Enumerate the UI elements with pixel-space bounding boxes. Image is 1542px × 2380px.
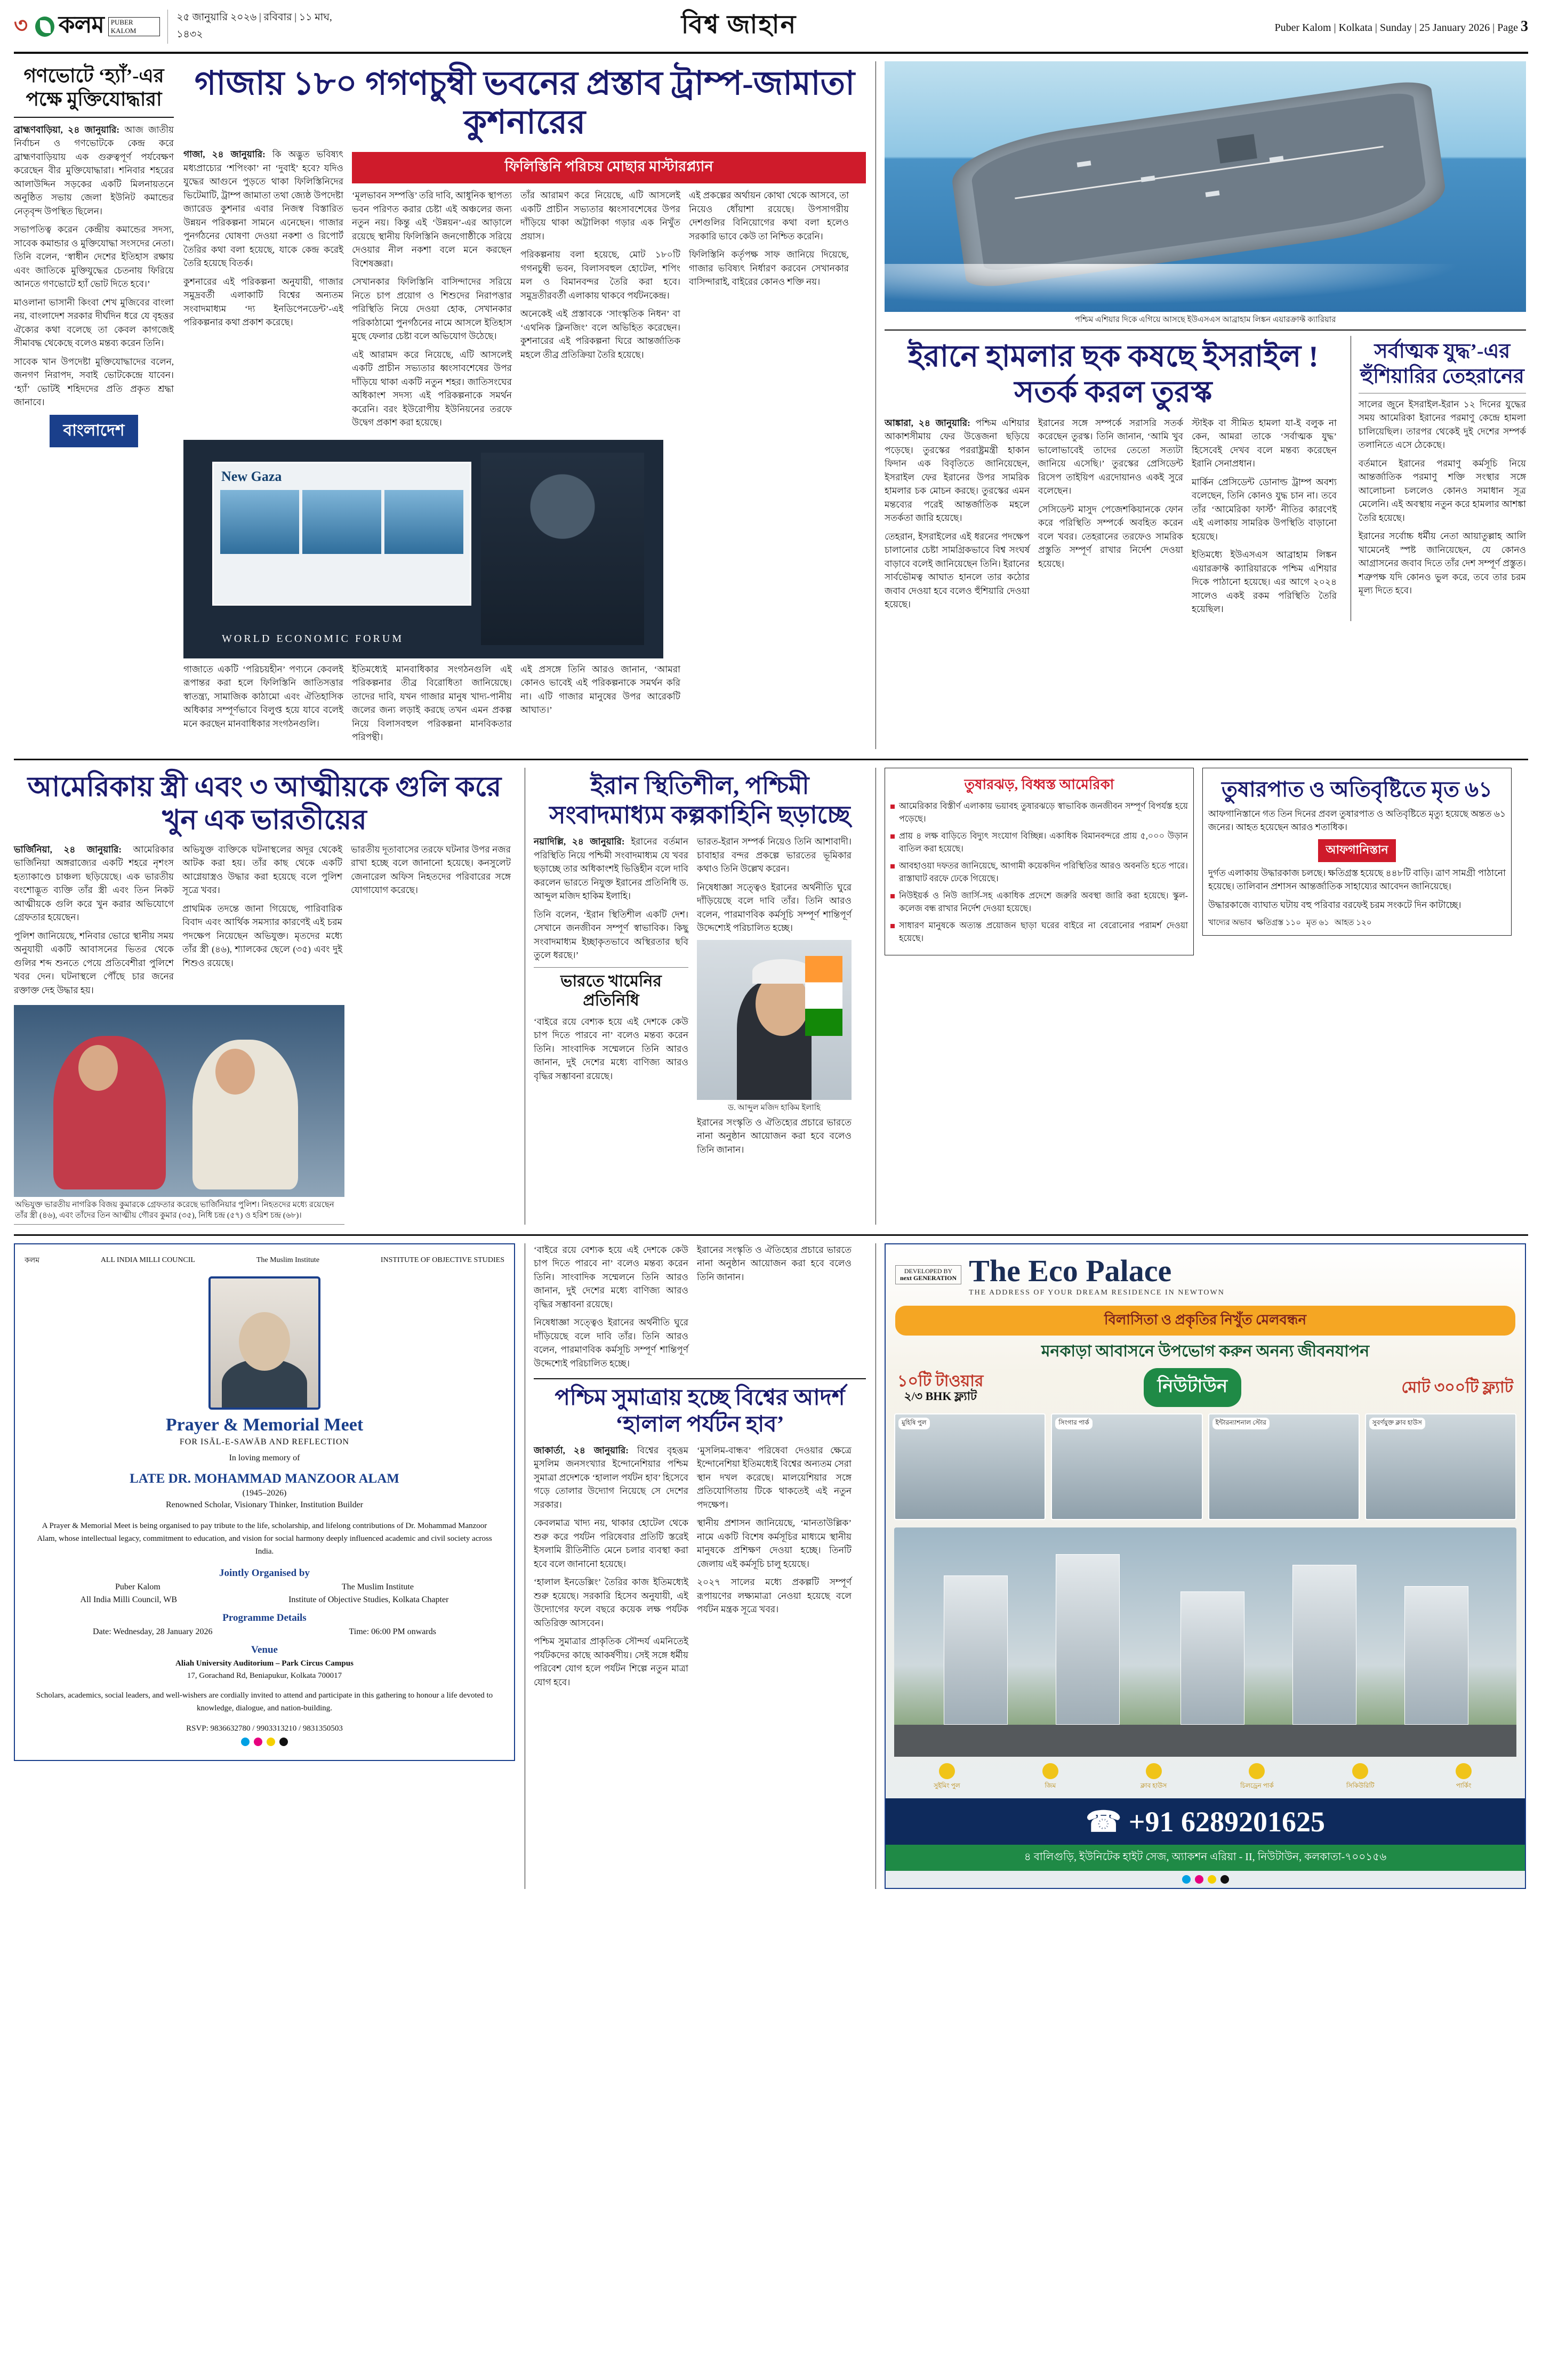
amenity-item: পার্কিং (1412, 1763, 1515, 1792)
thumbnail: মুহিষি পুল (894, 1413, 1046, 1520)
story-paragraph: অভিযুক্ত ব্যক্তিকে ঘটনাস্থলের অদূর থেকেই আটক করা হয়। তাঁর কাছ থেকে একটি আগ্নেয়াস্ত্রও উদ্ধার করা হয়েছে বলে পুলিশ সূত্রে খবর। (182, 844, 342, 896)
developer-name: next GENERATION (900, 1274, 957, 1282)
woman-figure (53, 1036, 166, 1189)
developed-by-label: DEVELOPED BY (904, 1267, 953, 1275)
story-headline-referendum: গণভোটে ‘হ্যাঁ’-এর পক্ষে মুক্তিযোদ্ধারা (23, 65, 164, 110)
paragraph-text: আজ জাতীয় নির্বাচন ও গণভোটকে কেন্দ্র করে ব্রাহ্মণবাড়িয়ায় এক গুরুত্বপূর্ণ পর্যবেক্ষণ করেছেন বীর মুক্তিযোদ্ধারা। শনিবার শহরের আলাউদ্দিন সড়কের একটি মিলনায়তনে অনুষ্ঠিত সভায় জেলা ইউনিট কমান্ডের নেতৃবৃন্দ উপস্থিত ছিলেন। (14, 124, 174, 216)
paragraph-text: বিশ্বের বৃহত্তম মুসলিম জনসংখ্যার ইন্দোনেশিয়ার পশ্চিম সুমাত্রা প্রদেশকে ‘হালাল পর্যটন হাব’ হিসেবে গড়ে তোলার উদ্যোগ নিয়েছে সে দেশের সরকার। (534, 1445, 689, 1510)
tag-afghanistan: আফগানিস্তান (1318, 839, 1395, 862)
lead-paragraph: সেখানকার ফিলিস্তিনি বাসিন্দাদের সরিয়ে নিতে চাপ প্রয়োগ ও শিশুদের নিরাপত্তার পরিস্থিতি নিয়ে দেওয়া হোক, সেখানকার পরিকাঠামো পুনর্গঠনের নামে আসলে ইতিহাস মুছে ফেলার চেষ্টা বলে অভিযোগ উঠেছে। (352, 277, 512, 342)
ad-subheadline: মনকাড়া আবাসনে উপভোগ করুন অনন্য জীবনযাপন (1041, 1342, 1370, 1360)
organiser: Institute of Objective Studies, Kolkata Chapter (288, 1595, 449, 1604)
masthead (14, 0, 1528, 54)
parking-icon (1456, 1763, 1472, 1779)
masthead-edition-line: Puber Kalom | Kolkata | Sunday | 25 January 2026 | Page (1274, 21, 1518, 34)
logo-muslim-institute: The Muslim Institute (256, 1256, 320, 1264)
story-paragraph: স্থানীয় প্রশাসন জানিয়েছে, ‘মানতাউল্লিক’ নামে একটি বিশেষ কর্মসূচির মাধ্যমে স্থানীয় মানুষকে প্রশিক্ষণ দেওয়া হচ্ছে। তিনটি জেলায় এই কর্মসূচি চালু হয়েছে। (697, 1518, 852, 1569)
section-divider (14, 759, 1528, 760)
tag-bangladesh: বাংলাদেশ (50, 415, 139, 447)
bullet-item: সাধারণ মানুষকে অত্যন্ত প্রয়োজন ছাড়া ঘরের বাইরে না বেরোনোর পরামর্শ দেওয়া হয়েছে। (890, 920, 1188, 945)
story-paragraph: নিষেধাজ্ঞা সত্ত্বেও ইরানের অর্থনীতি ঘুরে দাঁড়িয়েছে বলে দাবি তাঁর। তিনি আরও বলেন, পারমাণবিক কর্মসূচি সম্পূর্ণ শান্তিপূর্ণ উদ্দেশ্যেই পরিচালিত হচ্ছে। (534, 1317, 688, 1369)
park-icon (1249, 1763, 1265, 1779)
ship-wake (885, 264, 1526, 312)
box-afghanistan (1202, 768, 1512, 936)
dateline: আঙ্কারা, ২৪ জানুয়ারি: (885, 417, 970, 428)
masthead-right (1123, 18, 1528, 35)
story-paragraph: সালের জুনে ইসরাইল-ইরান ১২ দিনের যুদ্ধের সময় আমেরিকা ইরানের পরমাণু কেন্দ্রে হামলা চালিয়েছিল। তারপর থেকেই দুই দেশের সম্পর্ক তলানিতে এসে ঠেকেছে। (1358, 399, 1526, 451)
story-iran-stable (525, 768, 866, 1225)
lead-intro (183, 148, 343, 270)
badge-towers: ১০টি টাওয়ার ২/৩ BHK ফ্ল্যাট (897, 1372, 984, 1403)
logo-subtext: PUBER KALOM (108, 17, 160, 36)
thumbnail: সিংগার পার্ক (1051, 1413, 1202, 1520)
paragraph-text: আমেরিকার ভার্জিনিয়া অঙ্গরাজ্যের একটি শহরে নৃশংস হত্যাকাণ্ডে চাঞ্চল্য ছড়িয়েছে। এক ভারতীয় বংশোদ্ভূত ব্যক্তি তাঁর স্ত্রী এবং তিন নিকট আত্মীয়কে গুলি করে খুন করার অভিযোগে গ্রেফতার হয়েছেন। (14, 844, 174, 923)
descriptor: Renowned Scholar, Visionary Thinker, Institution Builder (165, 1500, 363, 1509)
ad-address: ৪ বালিগুড়ি, ইউনিটেক হাইট সেজ, অ্যাকশন এরিয়া - II, নিউটাউন, কলকাতা-৭০০১৫৬ (886, 1845, 1525, 1871)
ad-memorial-meet (14, 1243, 515, 1889)
organisers-label: Jointly Organised by (219, 1567, 310, 1579)
organiser-row (25, 1595, 504, 1605)
lead-subhead-banner: ফিলিস্তিনি পরিচয় মোছার মাস্টারপ্ল্যান (352, 152, 866, 183)
programme-label: Programme Details (222, 1612, 307, 1623)
lead-paragraph: পরিকল্পনায় বলা হয়েছে, মোট ১৮০টি গগনচুম্বী ভবন, বিলাসবহুল হোটেল, শপিং মল ও বিমানবন্দর তৈরি করা হবে। সমুদ্রতীরবর্তী এলাকায় থাকবে পর্যটনকেন্দ্র। (520, 250, 680, 301)
story-paragraph: ‘হালাল ইনডেক্সিং’ তৈরির কাজ ইতিমধ্যেই শুরু হয়েছে। সরকারি হিসেব অনুযায়ী, এই উদ্যোগের ফলে বছরে কয়েক লক্ষ পর্যটক অতিরিক্ত আসবেন। (534, 1577, 688, 1628)
story-paragraph: তিনি বলেন, ‘ইরান স্থিতিশীল একটি দেশ। সেখানে জনজীবন সম্পূর্ণ স্বাভাবিক। কিছু সংবাদমাধ্যম ইচ্ছাকৃতভাবে অস্থিরতার ছবি তুলে ধরছে।’ (534, 909, 688, 961)
lead-paragraph: কুশনারের এই পরিকল্পনা অনুযায়ী, গাজার সমুদ্রবর্তী এলাকাটি বিশ্বের অন্যতম সংবাদমাধ্যম ‘দ্য ইনডিপেনডেন্ট’-এই পরিকল্পনার কথা প্রকাশ করেছে। (183, 276, 343, 328)
story-paragraph (14, 843, 174, 924)
tower-render (1292, 1565, 1356, 1725)
logo-ios: INSTITUTE OF OBJECTIVE STUDIES (380, 1256, 504, 1264)
dateline: ভার্জিনিয়া, ২৪ জানুয়ারি: (14, 844, 122, 855)
dateline: ব্রাহ্মণবাড়িয়া, ২৪ জানুয়ারি: (14, 124, 120, 135)
story-paragraph: সেসিডেন্ট মাসুদ পেজেশকিয়ানকে ফোন করে পরিস্থিতি সম্পর্কে অবহিত করেন বলে খবর। তেহরানের তরফেও সামরিক প্রস্তুতি সম্পূর্ণ রাখার নির্দেশ দেওয়া হয়েছে। (1038, 504, 1183, 569)
amenity-item: সুইমিং পুল (895, 1763, 999, 1792)
deceased-name: LATE DR. MOHAMMAD MANZOOR ALAM (130, 1471, 399, 1486)
middle-band (14, 768, 1528, 1225)
organiser: The Muslim Institute (341, 1582, 414, 1591)
box-title: তুষারঝড়, বিধ্বস্ত আমেরিকা (964, 776, 1114, 792)
ad-title: Prayer & Memorial Meet (165, 1414, 364, 1435)
column-news-boxes (876, 768, 1526, 1225)
story-paragraph: ইরানের সঙ্গে সম্পর্কে সরাসরি সতর্ক করেছেন তুরস্ক। তিনি জানান, ‘আমি খুব ভালোভাবেই তাদের তেতো সত্যটা জানিয়ে এসেছি।’ তুরস্কের প্রেসিডেন্ট রিসেপ তাইয়িপ এরদোয়ানও একই সুরে বলেছেন। (1038, 417, 1183, 496)
organiser: Puber Kalom (115, 1582, 160, 1591)
photo-caption: অভিযুক্ত ভারতীয় নাগরিক বিজয় কুমারকে গ্রেফতার করেছে ভার্জিনিয়ার পুলিশ। নিহতদের মধ্যে রয়েছেন তাঁর স্ত্রী (৪৬), এবং তাঁদের তিন আত্মীয় গৌরব কুমার (৩৫), নিধি চন্দ্র (৫৭) ও হরিশ চন্দ্র (৬৮)। (14, 1197, 344, 1225)
story-paragraph: নিষেধাজ্ঞা সত্ত্বেও ইরানের অর্থনীতি ঘুরে দাঁড়িয়েছে বলে দাবি তাঁর। তিনি আরও বলেন, পারমাণবিক কর্মসূচি সম্পূর্ণ শান্তিপূর্ণ উদ্দেশ্যেই পরিচালিত হচ্ছে। (697, 882, 852, 934)
lead-paragraph: এই প্রসঙ্গে তিনি আরও জানান, ‘আমরা কোনও ভাবেই এই পরিকল্পনাকে সমর্থন করি না। এটি গাজার মানুষের উপর আরেকটি আঘাত।’ (520, 664, 680, 715)
photo-caption: ড. আব্দুল মজিদ হাকিম ইলাহি (728, 1103, 821, 1112)
cleric-turban (752, 959, 812, 984)
programme-row (25, 1627, 504, 1637)
man-figure (192, 1040, 298, 1189)
stat-item: ক্ষতিগ্রস্ত ১১০ (1257, 919, 1302, 928)
story-paragraph: মার্কিন প্রেসিডেন্ট ডোনাল্ড ট্রাম্প অবশ্য বলেছেন, তিনি কোনও যুদ্ধ চান না। তবে তাঁর ‘আমেরিকা ফার্স্ট’ নীতির কারণেই এই এলাকায় সামরিক উপস্থিতি বাড়ানো হয়েছে। (1192, 477, 1337, 542)
amenity-item: ক্লাব হাউস (1102, 1763, 1206, 1792)
box-paragraph: আফগানিস্তানে গত তিন দিনের প্রবল তুষারপাত ও অতিবৃষ্টিতে মৃত্যু হয়েছে অন্তত ৬১ জনের। আহত হয়েছেন আরও শতাধিক। (1208, 808, 1506, 833)
sumatra-left-col (534, 1243, 688, 1376)
section-title: বিশ্ব জাহান (681, 11, 797, 39)
story-paragraph: ‘মুসলিম-বান্ধব’ পরিষেবা দেওয়ার ক্ষেত্রে ইন্দোনেশিয়া ইতিমধ্যেই বিশ্বের অন্যতম সেরা স্থান দখল করেছে। মালয়েশিয়ার সঙ্গে প্রতিযোগিতায় টিকে থাকতেই এই নতুন পদক্ষেপ। (697, 1445, 852, 1510)
story-paragraph: বর্তমানে ইরানের পরমাণু কর্মসূচি নিয়ে আন্তর্জাতিক পরমাণু শক্তি সংস্থার সঙ্গে আলোচনা চললেও কোনও সমাধান সূত্র মেলেনি। এই অবস্থায় নতুন করে হামলার আশঙ্কা তৈরি হয়েছে। (1358, 458, 1526, 523)
india-flag-icon (805, 956, 842, 1036)
story-paragraph: ইরানের সংস্কৃতি ও ঐতিহ্যের প্রচারে ভারতে নানা অনুষ্ঠান আয়োজন করা হবে বলেও তিনি জানান। (697, 1244, 852, 1282)
location-pin-badge: নিউটাউন (1144, 1368, 1242, 1407)
stat-item: খাদ্যের অভাব (1208, 919, 1252, 928)
column-left-top (14, 61, 174, 749)
story-paragraph: পশ্চিম সুমাত্রার প্রাকৃতিক সৌন্দর্য এমনিতেই পর্যটকদের কাছে আকর্ষণীয়। সেই সঙ্গে ধর্মীয় পরিবেশ যোগ হলে পর্যটন শিল্পে নতুন মাত্রা যোগ হবে। (534, 1636, 688, 1687)
stat-item: মৃত ৬১ (1306, 919, 1329, 928)
wef-branding: WORLD ECONOMIC FORUM (222, 633, 404, 645)
logo-puber-kalom: কলম (25, 1256, 39, 1265)
presentation-screen (212, 462, 471, 606)
lead-paragraph: ইতিমধ্যেই মানবাধিকার সংগঠনগুলি এই পরিকল্পনার তীব্র বিরোধিতা জানিয়েছে। তাদের দাবি, যখন গাজার মানুষ খাদ্য-পানীয় জলের জন্য লড়াই করছে তখন এমন প্রকল্প নিয়ে বিলাসবহুল পরিকল্পনা মানবিকতার পরিপন্থী। (352, 664, 512, 743)
amenity-item: জিম (999, 1763, 1102, 1792)
lead-headline: গাজায় ১৮০ গগণচুম্বী ভবনের প্রস্তাব ট্রাম্প-জামাতা কুশনারের (194, 66, 855, 141)
headline-iran-stable: ইরান স্থিতিশীল, পশ্চিমী সংবাদমাধ্যম কল্পকাহিনি ছড়াচ্ছে (549, 771, 850, 829)
headline-sumatra: পশ্চিম সুমাত্রায় হচ্ছে বিশ্বের আদর্শ ‘হালাল পর্যটন হাব’ (534, 1378, 866, 1438)
story-paragraph: সভাপতিত্ব করেন কেন্দ্রীয় কমান্ডের সদস্য, সাবেক কমান্ডার ও মুক্তিযোদ্ধা সংসদের নেতা। তিনি বলেন, ‘স্বাধীন দেশের ইতিহাস রক্ষায় এবং জাতিকে মুক্তিযুদ্ধের চেতনায় ফিরিয়ে আনতে গণভোটে হ্যাঁ ভোট দিতে হবে।’ (14, 224, 174, 290)
story-paragraph: প্রাথমিক তদন্তে জানা গিয়েছে, পারিবারিক বিবাদ এবং আর্থিক সমস্যার কারণেই এই চরম পদক্ষেপ নিয়েছেন অভিযুক্ত। মৃতদের মধ্যে তাঁর স্ত্রী (৪৬), শ্যালকের ছেলে (৩৫) এবং দুই শিশুও রয়েছে। (182, 903, 342, 968)
clubhouse-icon (1146, 1763, 1162, 1779)
story-paragraph: ইরানের সংস্কৃতি ও ঐতিহ্যের প্রচারে ভারতে নানা অনুষ্ঠান আয়োজন করা হবে বলেও তিনি জানান। (697, 1117, 852, 1155)
story-paragraph (885, 416, 1030, 525)
section-divider (14, 1234, 1528, 1236)
thumbnail: ইন্টারন্যাশনাল স্টোর (1208, 1413, 1360, 1520)
dateline: গাজা, ২৪ জানুয়ারি: (183, 149, 266, 160)
leaf-icon (35, 17, 54, 37)
box-paragraph: উদ্ধারকাজে ব্যাঘাত ঘটায় বহু পরিবার বরফেই চরম সংকটে দিন কাটাচ্ছে। (1208, 899, 1461, 910)
carrier-island (1217, 134, 1257, 163)
dateline: জাকার্তা, ২৪ জানুয়ারি: (534, 1445, 629, 1456)
ad-ribbon: বিলাসিতা ও প্রকৃতির নিখুঁত মেলবন্ধন (895, 1306, 1515, 1336)
paragraph-text: পশ্চিম এশিয়ার আকাশসীমায় ফের উত্তেজনা ছড়িয়ে পড়েছে। তুরস্কের পররাষ্ট্রমন্ত্রী হাকান ফিদান এক বিবৃতিতে জানিয়েছেন, ইসরাইল ফের ইরানের উপর সামরিক হামলার চক মোচন করছে। তুরস্কের এমন মন্তব্যের পরেই আন্তর্জাতিক মহলে সতর্কতা জারি হয়েছে। (885, 417, 1030, 524)
developer-badge (895, 1265, 961, 1284)
paragraph-text: কি অদ্ভুত ভবিষ্যৎ মধ্যপ্রাচ্যের ‘শপিংকা’ না ‘দুবাই’ হবে? যদিও যুদ্ধের আগুনে পুড়তে থাকা ফিলিস্তিনিদের ভিটেমাটি, ট্রাম্প জামাতা তথা জ্যেষ্ঠ উপদেষ্টা জ্যারেড কুশনার এবার নিজস্ব বিস্তারিত উন্নয়ন পরিকল্পনা সামনে এনেছেন। গাজার পুনর্গঠনের ঘোষণা দেওয়া নকশা ও রিপোর্ট তৈরির কথা বলা হয়েছে, যাকে কেন্দ্র করেই তৈরি হয়েছে বিতর্ক। (183, 149, 343, 269)
ad-paragraph: A Prayer & Memorial Meet is being organised to pay tribute to the life, scholarship, and lifelong contributions of Dr. Mohammad Manzoor Alam, whose intellectual legacy, commitment to education, and vision for social harmony deeply influenced academic and civil society across India. (37, 1521, 492, 1556)
photo-gaza-presentation (183, 440, 663, 658)
in-memory-label: In loving memory of (229, 1453, 300, 1462)
logo-milli-council: ALL INDIA MILLI COUNCIL (100, 1256, 195, 1264)
headline-total-war: সর্বাত্মক যুদ্ধ’-এর হুঁশিয়ারির তেহরানের (1360, 340, 1524, 388)
photo-victims (14, 1005, 344, 1197)
tower-render (1404, 1586, 1468, 1725)
organiser-row (25, 1582, 504, 1592)
badge-flats: মোট ৩০০টি ফ্ল্যাট (1401, 1378, 1513, 1396)
masthead-date: ২৫ জানুয়ারি ২০২৬ | রবিবার | ১১ মাঘ, ১৪৩২ (167, 10, 355, 44)
story-paragraph: সাবেক খান উপদেষ্টা মুক্তিযোদ্ধাদের বলেন, জনগণ নিরাপদ, সবাই ভোটকেন্দ্রে যাবেন। ‘হ্যাঁ’ ভোটই শহিদদের প্রতি প্রকৃত শ্রদ্ধা জানাবে। (14, 356, 174, 408)
ad-eco-palace (876, 1243, 1526, 1889)
bullet-item: প্রায় ৪ লক্ষ বাড়িতে বিদ্যুৎ সংযোগ বিচ্ছিন্ন। একাধিক বিমানবন্দরে প্রায় ৫,০০০ উড়ান বাতিল করা হয়েছে। (890, 830, 1188, 856)
lead-paragraph: অনেকেই এই প্রস্তাবকে ‘সাংস্কৃতিক নিধন’ বা ‘এথনিক ক্লিনজিং’ বলে অভিহিত করেছেন। কুশনারের এই পরিকল্পনা ঘিরে আন্তর্জাতিক মহলে তীব্র প্রতিক্রিয়া তৈরি হয়েছে। (520, 309, 680, 360)
headline-america-killing: আমেরিকায় স্ত্রী এবং ৩ আত্মীয়কে গুলি করে খুন এক ভারতীয়ের (27, 771, 502, 836)
divider (14, 117, 174, 118)
colour-dots (886, 1871, 1525, 1888)
story-paragraph (534, 1444, 688, 1512)
photo-aircraft-carrier (885, 61, 1526, 312)
story-paragraph: ভারত-ইরান সম্পর্ক নিয়েও তিনি আশাবাদী। চাবাহার বন্দর প্রকল্পে ভারতের ভূমিকার কথাও তিনি উল্লেখ করেন। (697, 837, 852, 874)
screen-images (214, 485, 470, 559)
venue-label: Venue (251, 1644, 278, 1655)
life-years: (1945–2026) (242, 1488, 287, 1498)
masthead-center (355, 5, 1123, 47)
speaker-silhouette (481, 453, 644, 645)
colour-dots (25, 1733, 504, 1750)
box-us-snowstorm (885, 768, 1194, 955)
story-paragraph: তেহরান, ইসরাইলের এই ধরনের পদক্ষেপ চালানোর চেষ্টা সামগ্রিকভাবে বিশ্ব সংঘর্ষ বাড়াবে বলেই জানিয়েছেন তিনি। ইরানের সার্বভৌমত্ব আঘাত হানলে তার কঠোর জবাব দেওয়া হবে বলেও হুঁশিয়ারি দেওয়া হয়েছে। (885, 531, 1030, 610)
ad-thumbnail-row (886, 1413, 1525, 1520)
ad-closing-text: Scholars, academics, social leaders, and well-wishers are cordially invited to attend and participate in this gathering to honour a life devoted to knowledge, dialogue, and nation-building. (36, 1691, 493, 1712)
lead-paragraph: ফিলিস্তিনি কর্তৃপক্ষ সাফ জানিয়ে দিয়েছে, গাজার ভবিষ্যৎ নির্ধারণ করবেন সেখানকার বাসিন্দারাই, বাইরের কোনও শক্তি নয়। (689, 250, 849, 287)
ad-badge-row (886, 1362, 1525, 1413)
story-paragraph: কেবলমাত্র খাদ্য নয়, থাকার হোটেল থেকে শুরু করে পর্যটন পরিষেবার প্রতিটি স্তরেই ইসলামি রীতিনীতি মেনে চলার ব্যবস্থা করা হবে বলে জানানো হয়েছে। (534, 1518, 688, 1569)
photo-cleric (697, 940, 852, 1100)
photo-caption: পশ্চিম এশিয়ার দিকে এগিয়ে আসছে ইউএসএস আব্রাহাম লিঙ্কন এয়ারক্রাফ্ট ক্যারিয়ার (885, 312, 1526, 331)
column-lead-story (183, 61, 866, 749)
publication-logo (35, 7, 160, 46)
rsvp-line: RSVP: 9836632780 / 9903313210 / 9831350503 (186, 1724, 343, 1733)
bullet-item: আমেরিকার বিস্তীর্ণ এলাকায় ভয়াবহ তুষারঝড়ে স্বাভাবিক জনজীবন সম্পূর্ণ বিপর্যস্ত হয়ে পড়েছে। (890, 800, 1188, 826)
story-sumatra (525, 1243, 866, 1889)
ad-subtitle: FOR ISĀL-E-SAWĀB AND REFLECTION (179, 1437, 350, 1446)
subheadline-khamenei-rep: ভারতে খামেনির প্রতিনিধি (534, 967, 688, 1011)
pool-icon (939, 1763, 955, 1779)
story-paragraph: ২০২৭ সালের মধ্যে প্রকল্পটি সম্পূর্ণ রূপায়ণের লক্ষ্যমাত্রা নেওয়া হয়েছে বলে পর্যটন মন্ত্রক সূত্রে খবর। (697, 1577, 852, 1615)
story-paragraph: মাওলানা ভাসানী কিংবা শেখ মুজিবের বাংলা নয়, বাংলাদেশ সরকার দীর্ঘদিন ধরে যে বৃহত্তর ঐক্যের কথা বলেছে তা কেবল কাগজেই সীমাবদ্ধ থেকেছে বলেও মন্তব্য করেন তিনি। (14, 297, 174, 349)
security-icon (1352, 1763, 1368, 1779)
masthead-page-number: 3 (1521, 18, 1528, 35)
story-paragraph: স্টাইক বা সীমিত হামলা যা-ই বলুক না কেন, আমরা তাকে ‘সর্বাত্মক যুদ্ধ’ হিসেবেই দেখব বলে মন্তব্য করেছেন ইরানি সেনাপ্রধান। (1192, 417, 1337, 469)
event-time: Time: 06:00 PM onwards (349, 1627, 436, 1636)
dateline: নয়াদিল্লি, ২৪ জানুয়ারি: (534, 837, 625, 847)
bullet-item: নিউইয়র্ক ও নিউ জার্সি-সহ একাধিক প্রদেশে জরুরি অবস্থা জারি করা হয়েছে। স্কুল-কলেজ বন্ধ রাখার নির্দেশ দেওয়া হয়েছে। (890, 890, 1188, 915)
ad-logo-row (25, 1254, 504, 1267)
amenities-row (886, 1757, 1525, 1798)
story-paragraph: ‘বাইরে রয়ে বেশ্যক হয়ে এই দেশকে কেউ চাপ দিতে পারবে না’ বলেও মন্তব্য করেন তিনি। সাংবাদিক সম্মেলনে তিনি আরও জানান, দুই দেশের মধ্যে বাণিজ্য আরও বৃদ্ধির সম্ভাবনা রয়েছে। (534, 1244, 688, 1309)
tower-render (944, 1575, 1008, 1725)
amenity-item: সিকিউরিটি (1308, 1763, 1412, 1792)
thumbnail: সুবর্ণযুক্ত ক্লাব হাউস (1365, 1413, 1516, 1520)
column-right-top (876, 61, 1526, 749)
event-date: Date: Wednesday, 28 January 2026 (93, 1627, 213, 1636)
story-paragraph (534, 835, 688, 903)
box-paragraph: দুর্গত এলাকায় উদ্ধারকাজ চলছে। ক্ষতিগ্রস্ত হয়েছে ৪৪৮টি বাড়ি। ত্রাণ সামগ্রী পাঠানো হয়েছে। তালিবান প্রশাসন আন্তর্জাতিক সাহায্যের আবেদন জানিয়েছে। (1208, 867, 1506, 892)
box-headline: তুষারপাত ও অতিবৃষ্টিতে মৃত ৬১ (1222, 777, 1492, 801)
story-america-killing (14, 768, 515, 1225)
story-paragraph: ইতিমধ্যে ইউএসএস আব্রাহাম লিঙ্কন এয়ারক্রাফ্ট ক্যারিয়ারকে পশ্চিম এশিয়ার দিকে পাঠানো হয়েছে। এর আগে ২০২৪ সালেও একই রকম পরিস্থিতি তৈরি হয়েছিল। (1192, 550, 1337, 615)
venue-name: Aliah University Auditorium – Park Circus Campus (175, 1659, 354, 1668)
organiser: All India Milli Council, WB (80, 1595, 178, 1604)
road (894, 1725, 1516, 1757)
masthead-left (14, 7, 355, 46)
lead-paragraph: এই আরামদ করে নিয়েছে, এটি আসলেই একটি প্রাচীন সভ্যতার ধ্বংসাবশেষের উপর দাঁড়িয়ে থাকা একটি নতুন শহর। জাতিসংঘের অধিকাংশ সদস্য এই পরিকল্পনাকে সমর্থন করেনি। বরং ইউরোপীয় ইউনিয়নের তরফে উদ্বেগ প্রকাশ করা হয়েছে। (352, 349, 512, 428)
story-paragraph (14, 123, 174, 219)
venue-address: 17, Gorachand Rd, Beniapukur, Kolkata 700017 (187, 1671, 342, 1680)
ad-header (886, 1244, 1525, 1300)
story-paragraph: ‘বাইরে রয়ে বেশ্যক হয়ে এই দেশকে কেউ চাপ দিতে পারবে না’ বলেও মন্তব্য করেন তিনি। সাংবাদিক সম্মেলনে তিনি আরও জানান, দুই দেশের মধ্যে বাণিজ্য আরও বৃদ্ধির সম্ভাবনা রয়েছে। (534, 1016, 688, 1081)
screen-title: New Gaza (221, 468, 282, 484)
page-number: ৩ (14, 13, 28, 37)
lead-paragraph: এই প্রকল্পের অর্থায়ন কোথা থেকে আসবে, তা নিয়েও ধোঁয়াশা রয়েছে। উপসাগরীয় দেশগুলির বিনিয়োগের কথা বলা হলেও সরকারি ভাবে কেউ তা নিশ্চিত করেনি। (689, 190, 849, 242)
headline-iran-attack: ইরানে হামলার ছক কষছে ইসরাইল ! সতর্ক করল তুরস্ক (907, 340, 1319, 409)
ad-title: The Eco Palace (969, 1253, 1172, 1288)
story-paragraph: ইরানের সর্বোচ্চ ধর্মীয় নেতা আয়াতুল্লাহ আলি খামেনেই স্পষ্ট জানিয়েছেন, যে কোনও আগ্রাসনের জবাব দিতে তাঁর দেশ সম্পূর্ণ প্রস্তুত। শত্রুপক্ষ যদি কোনও ভুল করে, তবে তার চরম মূল্য দিতে হবে। (1358, 531, 1526, 596)
bullet-item: আবহাওয়া দফতর জানিয়েছে, আগামী কয়েকদিন পরিস্থিতির আরও অবনতি হতে পারে। রাস্তাঘাট বরফে ঢেকে গিয়েছে। (890, 860, 1188, 886)
paragraph-text: ইরানের বর্তমান পরিস্থিতি নিয়ে পশ্চিমী সংবাদমাধ্যম যে খবর ছড়াচ্ছে তার অধিকাংশই ভিত্তিহীন বলে দাবি করলেন ভারতে নিযুক্ত ইরানের প্রতিনিধি ড. আব্দুল মজিদ হাকিম ইলাহি। (534, 837, 689, 902)
stat-item: আহত ১২০ (1334, 919, 1372, 928)
story-paragraph: পুলিশ জানিয়েছে, শনিবার ভোরে স্থানীয় সময় অনুযায়ী একটি আবাসনের ভিতর থেকে গুলির শব্দ শুনতে পেয়ে প্রতিবেশীরা পুলিশে খবর দেন। ঘটনাস্থলে পৌঁছে চার জনের রক্তাক্ত দেহ উদ্ধার হয়। (14, 930, 174, 995)
lead-paragraph: গাজাতে একটি ‘পরিচয়হীন’ পণ্যনে কেবলই রূপান্তর করা হলে ফিলিস্তিনি জাতিসত্তার স্বাতন্ত্র্য, সামাজিক কাঠামো এবং ঐতিহাসিক অধিকার সম্পূর্ণভাবে বিলুপ্ত হয়ে যাবে বলেই মনে করছেন মানবাধিকার সংগঠনগুলি। (183, 664, 343, 729)
bottom-band (14, 1243, 1528, 1889)
logo-wordmark: কলম (58, 12, 104, 38)
sumatra-right-col (697, 1243, 852, 1376)
ad-tagline: THE ADDRESS OF YOUR DREAM RESIDENCE IN NEWTOWN (969, 1288, 1225, 1297)
tower-render (1056, 1554, 1120, 1725)
lead-paragraph: তাঁর আরামণ করে নিয়েছে, এটি আসলেই একটি প্রাচীন সভ্যতার ধ্বংসাবশেষের উপর দাঁড়িয়ে থাকা অট্টালিকা গড়ার এক নিখুঁত প্রয়াস। (520, 190, 680, 242)
gym-icon (1042, 1763, 1058, 1779)
story-paragraph: ভারতীয় দূতাবাসের তরফে ঘটনার উপর নজর রাখা হচ্ছে বলে জানানো হয়েছে। কনসুলেট জেনারেল অফিস নিহতদের পরিবারের সঙ্গে যোগাযোগ করেছে। (351, 844, 511, 896)
ad-hero-render (894, 1527, 1516, 1757)
portrait-photo (208, 1276, 320, 1410)
tower-render (1180, 1591, 1244, 1725)
lead-paragraph: ‘মূলভাবন সম্পত্তি’ তরি দাবি, আধুনিক স্থাপত্য ভবন পরিণত করার চেষ্টা এই অঞ্চলের জন্য নতুন নয়। কিন্তু এই ‘উন্নয়ন’-এর আড়ালে রয়েছে স্থানীয় ফিলিস্তিনি জনগোষ্ঠীকে সরিয়ে দেওয়ার নীল নকশা বলে মনে করছেন বিশেষজ্ঞরা। (352, 190, 512, 269)
amenity-item: চিলড্রেন পার্ক (1205, 1763, 1308, 1792)
ad-phone[interactable]: ☎ +91 6289201625 (886, 1798, 1525, 1845)
